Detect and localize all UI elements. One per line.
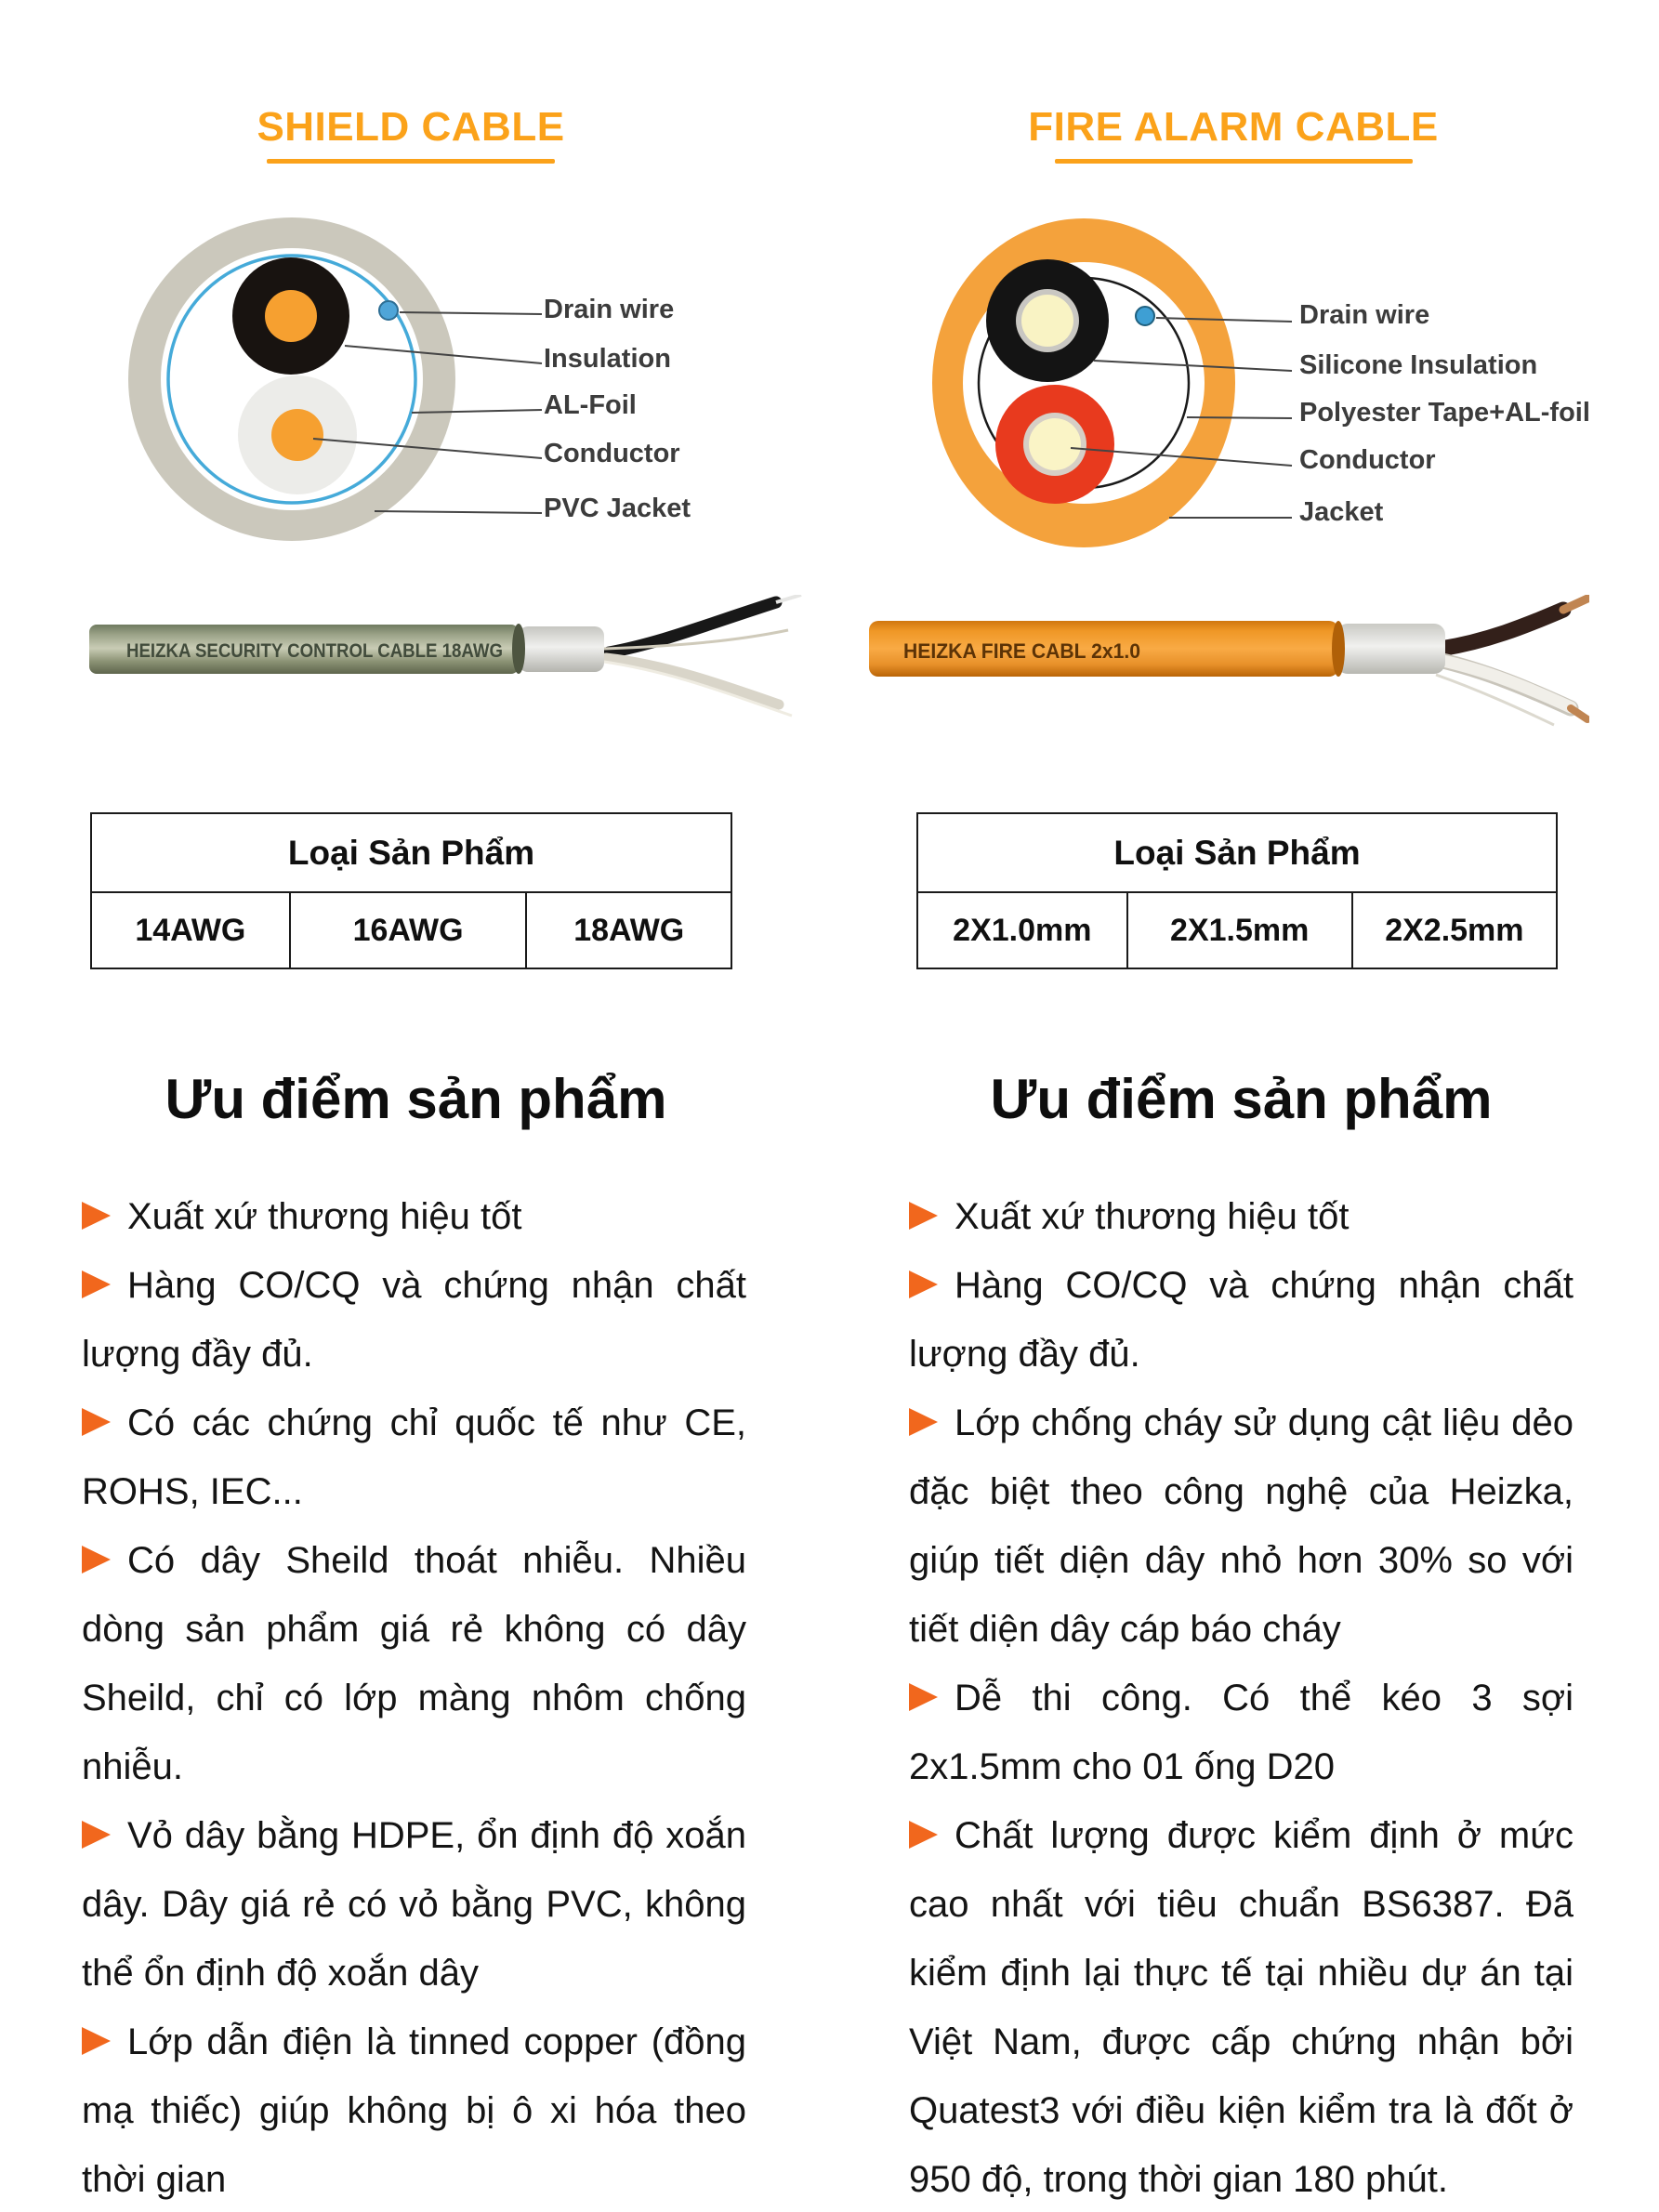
benefits-heading-left: Ưu điểm sản phẩm <box>165 1068 667 1130</box>
benefits-list-left <box>82 1182 746 2212</box>
shield-cable-cross-section-diagram <box>79 186 544 567</box>
diagram-label: Jacket <box>1299 497 1384 527</box>
bullet-triangle-icon <box>82 1821 111 1849</box>
table-header: Loại Sản Phẩm <box>918 814 1556 893</box>
table-cell: 14AWG <box>135 912 246 948</box>
diagram-label: PVC Jacket <box>544 494 691 523</box>
benefit-text: Hàng CO/CQ và chứng nhận chất lượng đầy đủ. <box>82 1265 746 1375</box>
benefit-text: Hàng CO/CQ và chứng nhận chất lượng đầy đủ. <box>909 1265 1573 1375</box>
shield-cable-title: SHIELD CABLE <box>257 104 565 150</box>
benefit-text: Có dây Sheild thoát nhiễu. Nhiều dòng sản phẩm giá rẻ không có dây Sheild, chỉ có lớp màng nhôm chống nhiễu. <box>82 1540 746 1787</box>
benefit-text: Vỏ dây bằng HDPE, ổn định độ xoắn dây. Dây giá rẻ có vỏ bằng PVC, không thể ổn định độ xoắn dây <box>82 1815 746 1994</box>
benefit-text: Xuất xứ thương hiệu tốt <box>127 1196 522 1237</box>
bullet-triangle-icon <box>82 1408 111 1436</box>
benefit-item <box>909 1801 1573 2212</box>
cable-print-text: HEIZKA FIRE CABL 2x1.0 <box>903 639 1140 663</box>
diagram-label: AL-Foil <box>544 390 637 420</box>
benefits-list-right <box>909 1182 1573 2212</box>
bullet-triangle-icon <box>909 1271 938 1298</box>
benefit-item <box>82 2008 746 2212</box>
table-row <box>918 893 1556 968</box>
bullet-triangle-icon <box>909 1683 938 1711</box>
table-cell: 2X1.0mm <box>953 912 1092 948</box>
benefit-item <box>82 1251 746 1389</box>
title-underline <box>1055 159 1413 164</box>
benefit-item <box>82 1182 746 1251</box>
benefit-item <box>909 1251 1573 1389</box>
benefit-item <box>909 1182 1573 1251</box>
fire-alarm-cable-title: FIRE ALARM CABLE <box>1028 104 1439 150</box>
benefit-item <box>82 1389 746 1526</box>
title-underline <box>267 159 555 164</box>
diagram-label: Conductor <box>544 439 680 468</box>
benefits-heading-right: Ưu điểm sản phẩm <box>990 1068 1493 1130</box>
benefit-text: Lớp chống cháy sử dụng cật liệu dẻo đặc biệt theo công nghệ của Heizka, giúp tiết diện dây nhỏ hơn 30% so với tiết diện dây cáp báo cháy <box>909 1402 1573 1650</box>
benefit-item <box>909 1664 1573 1801</box>
benefit-text: Chất lượng được kiểm định ở mức cao nhất với tiêu chuẩn BS6387. Đã kiểm định lại thực tế tại nhiều dự án tại Việt Nam, được cấp chứng nhận bởi Quatest3 với điều kiện kiểm tra là đốt ở 950 độ, trong thời gian 180 phút. <box>909 1815 1573 2200</box>
diagram-label: Drain wire <box>1299 300 1430 330</box>
fire-alarm-cable-cross-section-diagram <box>897 186 1297 567</box>
benefit-text: Có các chứng chỉ quốc tế như CE, ROHS, IEC... <box>82 1402 746 1512</box>
bullet-triangle-icon <box>909 1408 938 1436</box>
table-cell: 16AWG <box>289 893 526 968</box>
table-cell: 18AWG <box>525 893 731 968</box>
bullet-triangle-icon <box>909 1821 938 1849</box>
table-cell: 2X1.5mm <box>1126 893 1351 968</box>
shield-product-type-table <box>90 812 732 969</box>
shield-cable-product-image <box>84 595 809 734</box>
benefit-text: Dễ thi công. Có thể kéo 3 sợi 2x1.5mm cho 01 ống D20 <box>909 1678 1573 1787</box>
bullet-triangle-icon <box>82 1271 111 1298</box>
fire-alarm-cable-product-image <box>864 595 1589 734</box>
benefit-text: Xuất xứ thương hiệu tốt <box>955 1196 1350 1237</box>
bullet-triangle-icon <box>909 1202 938 1230</box>
diagram-label: Insulation <box>544 344 671 374</box>
benefit-item <box>82 1526 746 1801</box>
diagram-label: Silicone Insulation <box>1299 350 1538 380</box>
table-header: Loại Sản Phẩm <box>92 814 731 893</box>
table-cell: 2X2.5mm <box>1351 893 1556 968</box>
diagram-label: Conductor <box>1299 445 1436 475</box>
benefit-text: Lớp dẫn điện là tinned copper (đồng mạ thiếc) giúp không bị ô xi hóa theo thời gian <box>82 2021 746 2200</box>
diagram-label: Polyester Tape+AL-foil <box>1299 398 1590 428</box>
bullet-triangle-icon <box>82 1202 111 1230</box>
bullet-triangle-icon <box>82 1546 111 1573</box>
diagram-label: Drain wire <box>544 295 675 324</box>
fire-product-type-table <box>916 812 1558 969</box>
bullet-triangle-icon <box>82 2027 111 2055</box>
benefit-item <box>909 1389 1573 1664</box>
cable-print-text: HEIZKA SECURITY CONTROL CABLE 18AWG <box>126 640 503 662</box>
table-row <box>92 893 731 968</box>
benefit-item <box>82 1801 746 2008</box>
